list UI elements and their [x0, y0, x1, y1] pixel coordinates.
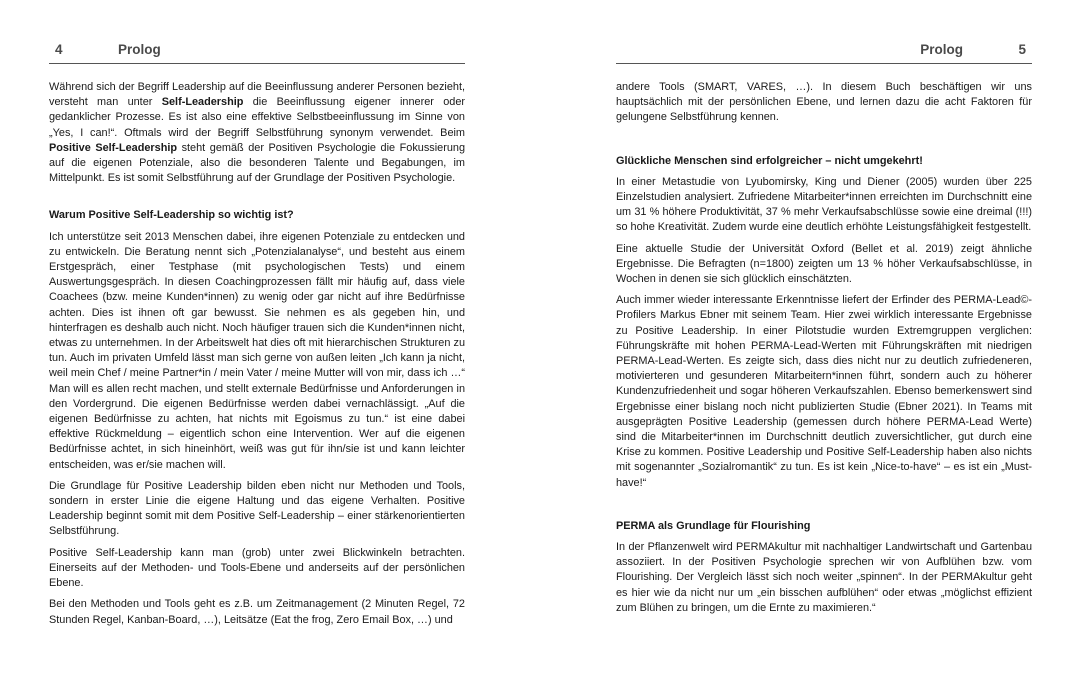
running-title: Prolog — [920, 42, 963, 57]
paragraph: In einer Metastudie von Lyubomirsky, King und Diener (2005) wurden über 225 Einzelstudien analysiert. Zufriedene Mitarbeiter*innen erreichten im Durchschnitt eine um 31 % höhere Produktivität, 37 % mehr Verkaufsabschlüsse sowie eine dreimal (!!!) so hohe Kreativität. Zudem wurde eine deutlich erhöhte Leistungsfähigkeit festgestellt. — [616, 175, 1032, 234]
section-heading: Warum Positive Self-Leadership so wichtig ist? — [49, 209, 294, 222]
paragraph: Bei den Methoden und Tools geht es z.B. um Zeitmanagement (2 Minuten Regel, 72 Stunden Regel, Kanban-Board, …), Leitsätze (Eat the frog, Zero Email Box, …) und — [49, 598, 465, 626]
page-number: 4 — [55, 42, 63, 57]
paragraph: Auch immer wieder interessante Erkenntnisse liefert der Erfinder des PERMA-Lead©-Profilers Markus Ebner mit seinem Team. Hier zwei wirklich interessante Ergebnisse zu Positive Leadership. In einer Pilotstudie wurden Extremgruppen verglichen: Führungskräfte mit hohen PERMA-Lead-Werten mit Führungskräften mit niedrigen PERMA-Lead-Werten. Es zeigte sich, dass dies nicht nur zu deutlich zufriedeneren, motivierteren und gesunderen Mitarbeitern*innen führt, sondern auch zu höherer Kundenzufriedenheit und sogar höheren Verkaufszahlen. Ebenso bemerkenswert sind Ergebnisse einer bislang noch nicht publizierten Studie (Ebner 2021). In Teams mit ausgeprägten Positive Leadership (gemessen durch höhere PERMA-Lead Werte) sind die Mitarbeiter*innen im Durchschnitt deutlich zuversichtlicher, gut durch eine Krise zu kommen. Positive Leadership und Positive Self-Leadership haben also nichts mit sogenannter „Sozialromantik“ zu tun. Es ist kein „Nice-to-have“ – es ist ein „Must-have!“ — [616, 294, 1032, 489]
left-page — [49, 0, 465, 628]
left-page-body — [49, 64, 465, 628]
paragraph: Positive Self-Leadership kann man (grob) unter zwei Blickwinkeln betrachten. Einerseits auf der Methoden- und Tools-Ebene und anderseits auf der persönlichen Ebene. — [49, 546, 465, 590]
running-title: Prolog — [118, 42, 161, 57]
right-page — [616, 0, 1032, 616]
paragraph: Eine aktuelle Studie der Universität Oxford (Bellet et al. 2019) zeigt ähnliche Ergebnisse. Die Befragten (n=1800) zeigten um 13 % höher Verkaufsabschlüsse, in Wochen in denen sie sich glücklich einschätzten. — [616, 242, 1032, 286]
right-page-header — [616, 0, 1032, 64]
paragraph: Die Grundlage für Positive Leadership bilden eben nicht nur Methoden und Tools, sondern in erster Linie die eigene Haltung und das eigene Verhalten. Positive Leadership beginnt somit mit dem Positive Self-Leadership – einer stärkenorientierten Selbstführung. — [49, 479, 465, 538]
left-page-header — [49, 0, 465, 64]
paragraph: andere Tools (SMART, VARES, …). In diesem Buch beschäftigen wir uns hauptsächlich mit der persönlichen Ebene, und lernen dazu die acht Faktoren für gelungene Selbstführung kennen. — [616, 81, 1032, 124]
section-heading: Glückliche Menschen sind erfolgreicher – nicht umgekehrt! — [616, 154, 923, 167]
paragraph: Während sich der Begriff Leadership auf die Beeinflussung anderer Personen bezieht, versteht man unter Self-Leadership die Beeinflussung eigener innerer oder gedanklicher Prozesse. Es ist also eine effektive Selbstbeeinflussung im Sinne von „Yes, I can!“. Oftmals wird der Begriff Selbstführung synonym verwendet. Beim Positive Self-Leadership steht gemäß der Positiven Psychologie die Fokussierung auf die eigenen Potenziale, also die besonderen Talente und Begabungen, im Mittelpunkt. Es ist somit Selbstführung auf der Grundlage der Positiven Psychologie. — [49, 81, 466, 185]
section-heading: PERMA als Grundlage für Flourishing — [616, 519, 811, 532]
paragraph: In der Pflanzenwelt wird PERMAkultur mit nachhaltiger Landwirtschaft und Gartenbau assoziiert. In der Positiven Psychologie sprechen wir von Aufblühen bzw. vom Flourishing. Der Vergleich lässt sich noch weiter „spinnen“. In der PERMAkultur geht es hier wie da nicht nur um „ein bisschen aufblühen“ oder etwas „möglichst effizient zum Blühen zu bringen, um die Ernte zu maximieren.“ — [616, 541, 1032, 614]
paragraph: Ich unterstütze seit 2013 Menschen dabei, ihre eigenen Potenziale zu entdecken und zu entwickeln. Die Beratung nennt sich „Potenzialanalyse“, und besteht aus einem Erstgespräch, einer Testphase (mit psychologischen Tests) und einem Auswertungsgespräch. In diesen Coachingprozessen fällt mir häufig auf, dass viele Coachees (bzw. meine Kunden*innen) zu wenig oder gar nicht auf ihre Bedürfnisse achten. Dies ist ihnen oft gar bewusst. Sie nehmen es als gegeben hin, und hinterfragen es deshalb auch nicht. Noch häufiger trauen sich die Kunden*innen nicht, etwas zu unternehmen. In der Arbeitswelt hat dies oft mit hierarchischen Strukturen zu tun. Auch im privaten Umfeld lässt man sich gerne von außen leiten „Ich kann ja nicht, weil mein Chef / meine Partner*in / mein Vater / meine Mutter will von mir, dass ich …“ Man will es allen recht machen, und stellt externale Bedürfnisse und Anforderungen in den Vordergrund. Die eigenen Bedürfnisse werden dabei vernachlässigt. „Auf die eigenen Bedürfnisse zu achten, hat nichts mit Egoismus zu tun.“ ist eine dabei effektive Rückmeldung – eigentlich schon eine Intervention. Wer auf die eigenen Bedürfnisse achtet, in sich hineinhört, weiß was gut für ihn/sie ist und kann leichter entscheiden, was er/sie machen will. — [49, 230, 465, 471]
page-number: 5 — [1018, 42, 1026, 57]
right-page-body — [616, 64, 1032, 616]
